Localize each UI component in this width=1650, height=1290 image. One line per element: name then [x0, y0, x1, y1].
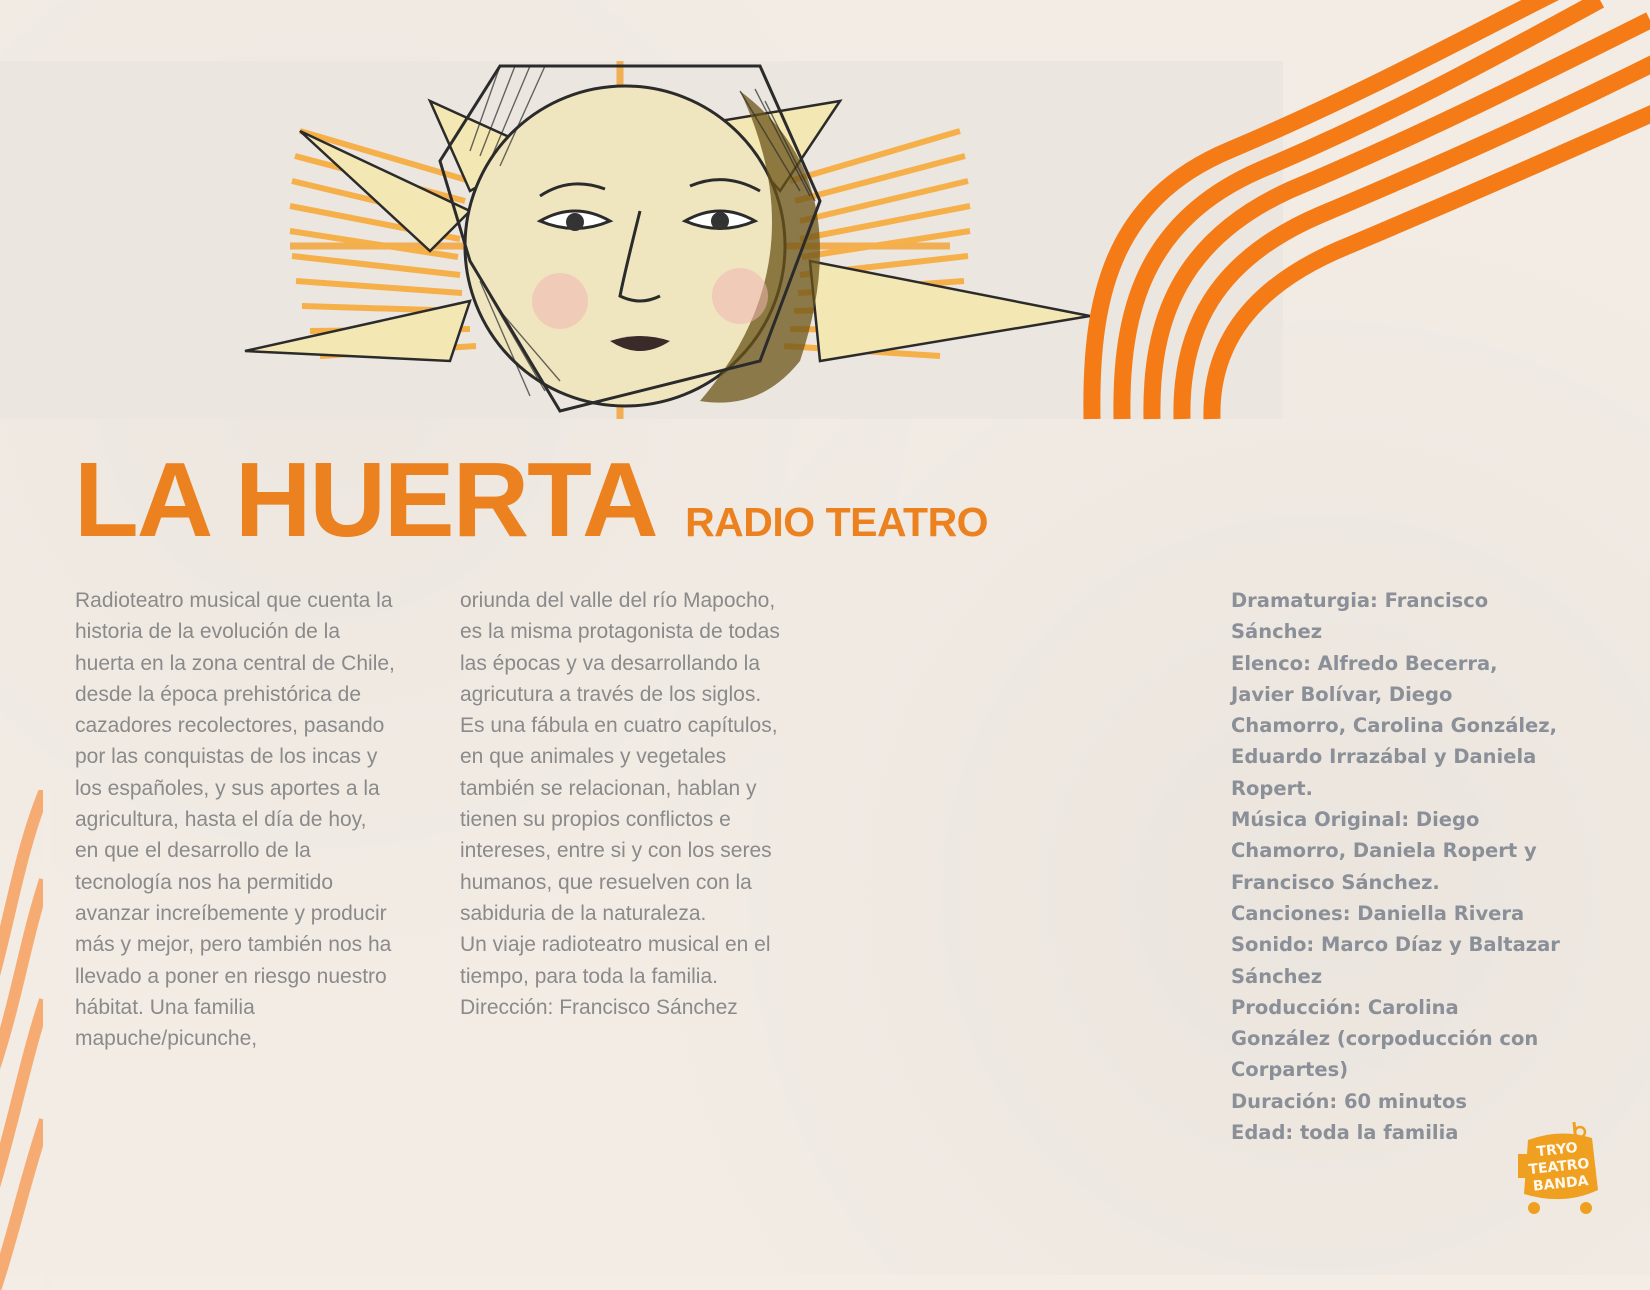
logo-text: TRYO TEATRO BANDA: [1527, 1139, 1591, 1195]
credit-duracion: Duración: 60 minutos: [1231, 1089, 1467, 1113]
credit-musica: Música Original: Diego Chamorro, Daniela Ropert y Francisco Sánchez.: [1231, 808, 1537, 894]
credit-elenco: Elenco: Alfredo Becerra, Javier Bolívar, Diego Chamorro, Carolina González, Eduardo Irrazábal y Daniela Ropert.: [1231, 651, 1558, 800]
page-title: LA HUERTA: [74, 441, 657, 559]
page-subtitle: RADIO TEATRO: [685, 499, 989, 545]
direction-credit: Dirección: Francisco Sánchez: [460, 995, 738, 1019]
orange-wave-stripes-icon: [0, 0, 1650, 420]
description-column-1: [75, 585, 395, 1054]
left-stripes-icon: [0, 790, 50, 1290]
credit-dramaturgia: Dramaturgia: Francisco Sánchez: [1231, 589, 1489, 644]
credit-canciones: Canciones: Daniella Rivera: [1231, 901, 1525, 925]
paragraph: Radioteatro musical que cuenta la historia de la evolución de la huerta en la zona central de Chile, desde la época prehistórica de cazadores recolectores, pasando por las conquistas de los incas y los españoles, y sus aportes a la agricultura, hasta el día de hoy, en que el desarrollo de la tecnología nos ha permitido avanzar increíbemente y producir más y mejor, pero también nos ha llevado a poner en riesgo nuestro hábitat. Una familia mapuche/picunche,: [75, 589, 395, 1051]
credit-edad: Edad: toda la familia: [1231, 1121, 1459, 1145]
tryo-teatro-banda-logo-icon: [1514, 1120, 1606, 1220]
credit-produccion: Producción: Carolina González (corpoducción con Corpartes): [1231, 995, 1539, 1082]
description-column-2: [460, 585, 780, 1023]
title-row: [74, 441, 989, 559]
credit-sonido: Sonido: Marco Díaz y Baltazar Sánchez: [1231, 933, 1560, 988]
credits-list: [1231, 585, 1561, 1148]
paragraph: Es una fábula en cuatro capítulos, en que animales y vegetales también se relacionan, hablan y tienen su propios conflictos e intereses, entre si y con los seres humanos, que resuelven con la sabiduria de la naturaleza.: [460, 714, 778, 925]
paragraph: Un viaje radioteatro musical en el tiempo, para toda la familia.: [460, 933, 771, 988]
paragraph: oriunda del valle del río Mapocho, es la misma protagonista de todas las épocas y va desarrollando la agricutura a través de los siglos.: [460, 589, 780, 706]
